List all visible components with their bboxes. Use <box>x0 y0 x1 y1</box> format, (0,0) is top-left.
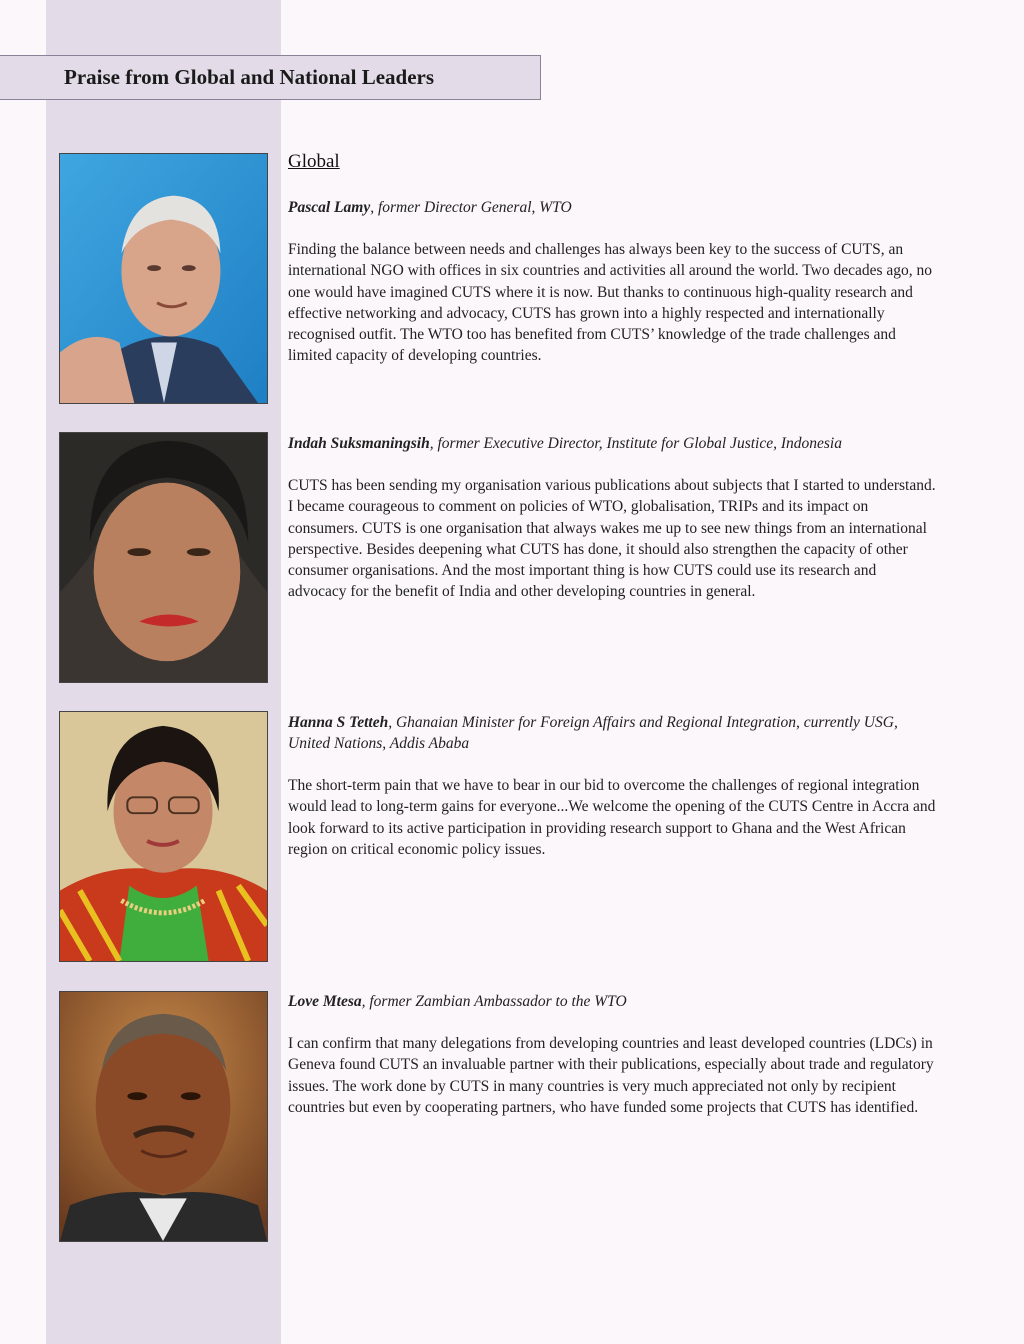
testimonial-entry-3 <box>288 712 936 860</box>
page-header-box <box>0 55 541 100</box>
testimonial-byline <box>288 197 936 218</box>
portrait-photo-1 <box>59 153 268 404</box>
testimonial-quote: I can confirm that many delegations from developing countries and least developed countries (LDCs) in Geneva found CUTS an invaluable partner with their publications, especially about trade and regulatory issues. The work done by CUTS in many countries is very much appreciated not only by recipient countries but even by cooperating partners, who have funded some projects that CUTS has identified. <box>288 1035 934 1116</box>
person-name: Pascal Lamy <box>288 199 371 216</box>
person-role: , former Executive Director, Institute for Global Justice, Indonesia <box>429 435 842 452</box>
testimonial-entry-4 <box>288 991 936 1118</box>
testimonial-entry-2 <box>288 433 936 603</box>
portrait-photo-3 <box>59 711 268 962</box>
testimonial-entry-1 <box>288 197 936 367</box>
testimonial-byline <box>288 712 936 754</box>
portrait-photo-2 <box>59 432 268 683</box>
testimonial-byline <box>288 991 936 1012</box>
person-role: , former Zambian Ambassador to the WTO <box>361 993 627 1010</box>
section-heading-global: Global <box>288 151 340 172</box>
page-title: Praise from Global and National Leaders <box>64 65 435 89</box>
testimonial-quote: CUTS has been sending my organisation various publications about subjects that I started to understand. I became courageous to comment on policies of WTO, globalisation, TRIPs and its impact on consumers. CUTS is one organisation that always wakes me up to see new things from an international perspective. Besides deepening what CUTS has done, it should also strengthen the capacity of other consumer organisations. And the most important thing is how CUTS could use its research and advocacy for the benefit of India and other developing countries in general. <box>288 477 936 601</box>
testimonial-quote: The short-term pain that we have to bear in our bid to overcome the challenges of regional integration would lead to long-term gains for everyone...We welcome the opening of the CUTS Centre in Accra and look forward to its active participation in providing research support to Ghana and the West African region on critical economic policy issues. <box>288 777 936 858</box>
portrait-photo-4 <box>59 991 268 1242</box>
testimonial-quote: Finding the balance between needs and challenges has always been key to the success of CUTS, an international NGO with offices in six countries and activities all around the world. Two decades ago, no one would have imagined CUTS where it is now. But thanks to continuous high-quality research and effective networking and advocacy, CUTS has grown into a highly respected and internationally recognised outfit. The WTO too has benefited from CUTS’ knowledge of the trade challenges and limited capacity of developing countries. <box>288 241 933 365</box>
person-role: , Ghanaian Minister for Foreign Affairs and Regional Integration, currently USG, United Nations, Addis Ababa <box>288 714 898 752</box>
person-role: , former Director General, WTO <box>370 199 572 216</box>
person-name: Hanna S Tetteh <box>288 714 389 731</box>
person-name: Indah Suksmaningsih <box>288 435 430 452</box>
testimonial-byline <box>288 433 936 454</box>
person-name: Love Mtesa <box>288 993 362 1010</box>
